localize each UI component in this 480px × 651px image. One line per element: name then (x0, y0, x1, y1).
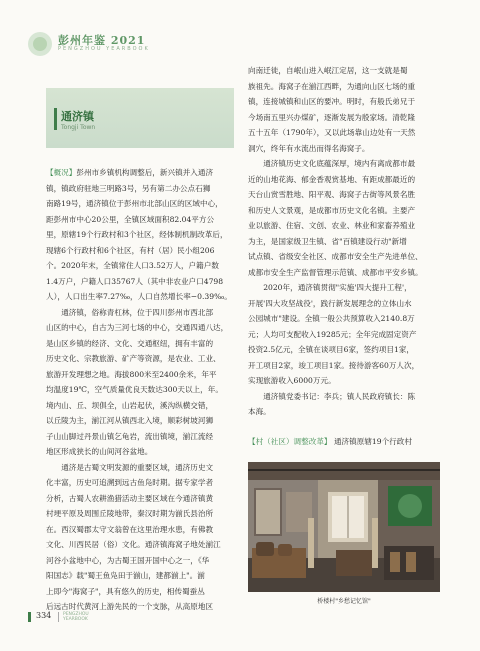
paragraph-line: 和历史人文景观，是成都市历史文化名镇。主要产 (248, 205, 416, 215)
paragraph-line: 旅游开发理想之地。海拔800米至2400余米，年平 (46, 369, 217, 379)
paragraph-line: 为主，是国家级卫生镇、省"百镇建设行动"新增 (248, 236, 407, 246)
paragraph-line: 近的山地花海、郁金香观赏基地、有距成都最近的 (248, 174, 416, 184)
paragraph-line: 地区形成狭长的山间河谷盆地。 (46, 447, 153, 456)
paragraph-line: 1.4万户，户籍人口35767人（其中非农业户口4798 (46, 276, 224, 286)
paragraph-line: 现辖6个行政村和6个社区，有村（居）民小组206 (46, 245, 215, 255)
paragraph-line: 业以旅游、住宿、文创、农业、林业和家畜养殖业 (248, 221, 416, 230)
paragraph-line: 镇，连接城镇和山区的要冲。明时，有般氏弟兄于 (248, 97, 416, 106)
paragraph-line: 均温度19℃，空气质量优良天数达300天以上，年。 (46, 385, 223, 394)
paragraph-line: 里，原辖19个行政村和3个社区，经体制机制改革后， (46, 230, 228, 239)
paragraph-line: 村埂平原及周围丘陵地带，秦汉时期为湔氏县治所 (46, 509, 214, 518)
paragraph-line: 河谷小盆地中心，为古蜀王国开国中心之一，《华 (46, 555, 210, 565)
overview-tag: 【概况】 (46, 168, 77, 177)
paragraph-line: 通济是古蜀文明发源的重要区域，通济历史文 (61, 462, 214, 472)
paragraph-line: 镇，镇政府驻地三明路3号，另有第二办公点石狮 (46, 183, 211, 193)
paragraph-line: 文化、川西民居（俗）文化。通济镇海窝子地处湔江 (46, 540, 221, 549)
paragraph-line: 南路19号，通济镇位于彭州市北部山区的区域中心， (46, 199, 223, 208)
paragraph-line: 元；人均可支配收入19285元；全年完成固定资产 (248, 329, 417, 339)
paragraph-line: 在。西汉蜀郡太守文翁曾在这里治理水患，有佛教 (46, 524, 214, 534)
paragraph-line: 通济镇历史文化底蕴深厚，境内有离成都市最 (263, 159, 416, 168)
paragraph-line: 山区的中心，自古为三河七场的中心，交通四通八达， (46, 323, 229, 332)
paragraph-line: 开展'四大攻坚战役'，践行新发展理念的立体山水 (248, 298, 412, 308)
paragraph-line: 公园城市"建设。全镇一般公共预算收入2140.8万 (248, 314, 415, 323)
paragraph-line: 距彭州市中心20公里，全镇区域面积82.04平方公 (46, 214, 215, 224)
town-title-english: Tongji Town (61, 124, 96, 131)
town-title: 通济镇 (61, 110, 94, 123)
memory-museum-photo (248, 462, 440, 592)
footer-divider (58, 612, 59, 622)
village-reform-text: 通济镇原辖19个行政村 (333, 437, 412, 446)
page-number: 334 (36, 611, 52, 620)
paragraph-line: 向南迁徙，自岷山进入岷江定居，这一支就是蜀 (248, 66, 408, 75)
paragraph-line: 天台山赏雪胜地、阳平观、海窝子古街等风景名胜 (248, 190, 416, 199)
left-column-text (46, 165, 234, 615)
paragraph-line: 本海。 (248, 407, 271, 416)
paragraph-line: 阳国志》载"蜀王鱼凫田于湔山，建都湔上"。湔 (46, 571, 205, 580)
paragraph-line: 子山山脚过丹景山镇乞龟岩，流出镇境，湔江流经 (46, 431, 214, 441)
header-title: 彭州年鉴 2021 (58, 34, 146, 47)
paragraph-line: 化丰富，历史可追溯到远古鱼凫时期。据专家学者 (46, 478, 214, 487)
paragraph-line: 成都市安全生产监督管理示范镇、成都市平安乡镇。 (248, 267, 423, 277)
paragraph-line: 历史文化、宗教旅游、矿产等资源，是农业、工业、 (46, 354, 221, 363)
paragraph-line: 投资2.5亿元，全镇在谈项目6家，签约项目1家， (248, 345, 415, 354)
yearbook-logo-icon (28, 32, 52, 56)
paragraph-line: 试点镇、省级安全社区、成都市安全生产先进单位、 (248, 252, 423, 261)
paragraph-line: 【概况】彭州市乡镇机构调整后，新兴镇并入通济 (46, 168, 214, 177)
footer-label: PENGZHOU YEARBOOK (63, 612, 89, 622)
paragraph-line: 开工项目2家，竣工项目1家。接待游客60万人次， (248, 360, 420, 370)
footer-accent-bar (28, 612, 31, 622)
paragraph-line: 分析，古蜀人农耕渔猎活动主要区域在今通济镇黄 (46, 493, 214, 503)
header-subtitle: PENGZHOU YEARBOOK (58, 46, 150, 52)
page-footer (28, 611, 228, 623)
paragraph-line: 通济镇党委书记：李兵；镇人民政府镇长：陈 (263, 391, 416, 401)
paragraph-line: 通济镇，俗称青杠林，位于四川彭州市西北部 (61, 307, 214, 317)
paragraph-line: 洞穴，终年有水流出而得名海窝子。 (248, 143, 370, 153)
village-reform-tag: 【村（社区）调整改革】 (248, 437, 332, 446)
paragraph-line: 是山区乡镇的经济、文化、交通枢纽，拥有丰富的 (46, 338, 214, 348)
running-header (28, 32, 248, 56)
photo-caption: 桥楼村"乡愁记忆馆" (317, 598, 371, 605)
paragraph-line: 实现旅游收入6000万元。 (248, 376, 336, 385)
paragraph-line: 上即今"海窝子"，具有悠久的历史，相传蜀蚕丛 (46, 586, 205, 596)
museum-interior-illustration (248, 462, 440, 592)
right-column-text (248, 63, 440, 420)
paragraph-line: 人），人口出生率7.27‰，人口自然增长率−0.39‰。 (46, 292, 232, 301)
paragraph-line: 后远古时代黄河上游先民的一个支脉，从高原地区 (46, 602, 214, 611)
paragraph-line: 以丘陵为主，湔江河从镇西北入境，顺彩树坡河狮 (46, 416, 214, 425)
paragraph-line: 2020年，通济镇贯彻"实施'四大提升工程'， (263, 283, 412, 292)
paragraph-line: 族祖先。海窝子在湔江西畔，为通向山区七场的重 (248, 81, 416, 91)
paragraph-line: 今场南五里兴办煤矿，逐渐发展为殷家场。清乾隆 (248, 112, 416, 122)
banner-accent-bar (54, 108, 57, 130)
section-title-banner (46, 88, 234, 148)
paragraph-line: 境内山、丘、坝俱全，山岩起伏，溪沟纵横交错， (46, 400, 214, 410)
village-reform-heading (248, 436, 448, 447)
paragraph-line: 五十五年（1790年），又以此场靠山边处有一天然 (248, 128, 416, 137)
paragraph-line: 个。2020年末，全镇常住人口3.52万人，户籍户数 (46, 261, 219, 270)
